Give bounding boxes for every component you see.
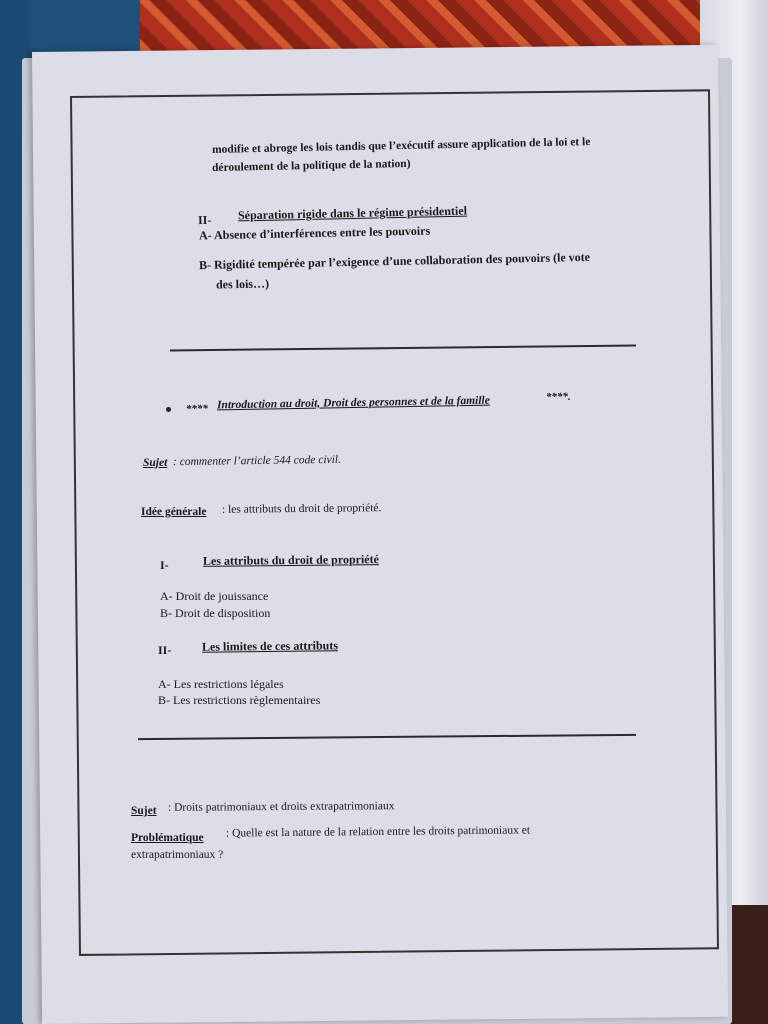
plan-part-1-a: A- Droit de jouissance <box>160 589 269 603</box>
plan-part-1-b: B- Droit de disposition <box>160 606 271 620</box>
plan-part-1-title: Les attributs du droit de propriété <box>202 552 379 568</box>
bullet-icon <box>166 407 171 412</box>
course-stars-left: **** <box>185 402 209 416</box>
section-2-item-a: A- Absence d’interférences entre les pouvoirs <box>198 223 431 243</box>
subject-1-text: : commenter l’article 544 code civil. <box>172 453 342 469</box>
general-idea-text: : les attributs du droit de propriété. <box>221 502 382 516</box>
background-corner <box>730 905 768 1024</box>
problematic-label: Problématique <box>131 832 204 844</box>
general-idea-label: Idée générale <box>141 506 207 518</box>
course-stars-right: ****. <box>545 390 571 404</box>
plan-part-2-a: A- Les restrictions légales <box>158 677 284 691</box>
plan-part-2-title: Les limites de ces attributs <box>201 638 339 654</box>
section-2-item-b-line-2: des lois…) <box>215 276 270 292</box>
section-2-item-b-line-1: B- Rigidité tempérée par l’exigence d’une collaboration des pouvoirs (le vote <box>198 249 591 273</box>
plan-part-2-number: II- <box>158 643 172 657</box>
section-2-title: Séparation rigide dans le régime présidentiel <box>237 203 468 223</box>
section-2-number: II- <box>197 212 212 228</box>
problematic-line-1: : Quelle est la nature de la relation entre les droits patrimoniaux et <box>225 824 531 840</box>
subject-2-text: : Droits patrimoniaux et droits extrapatrimoniaux <box>167 800 395 814</box>
intro-line-2: déroulement de la politique de la nation) <box>211 157 411 175</box>
subject-2-label: Sujet <box>131 805 157 817</box>
problematic-line-2: extrapatrimoniaux ? <box>131 849 224 861</box>
plan-part-1-number: I- <box>160 558 169 572</box>
intro-line-1: modifie et abroge les lois tandis que l’exécutif assure application de la loi et le <box>211 136 591 156</box>
subject-1-label: Sujet <box>143 457 168 469</box>
course-heading-title: Introduction au droit, Droit des personnes et de la famille <box>216 394 490 412</box>
plan-part-2-b: B- Les restrictions règlementaires <box>158 693 321 707</box>
